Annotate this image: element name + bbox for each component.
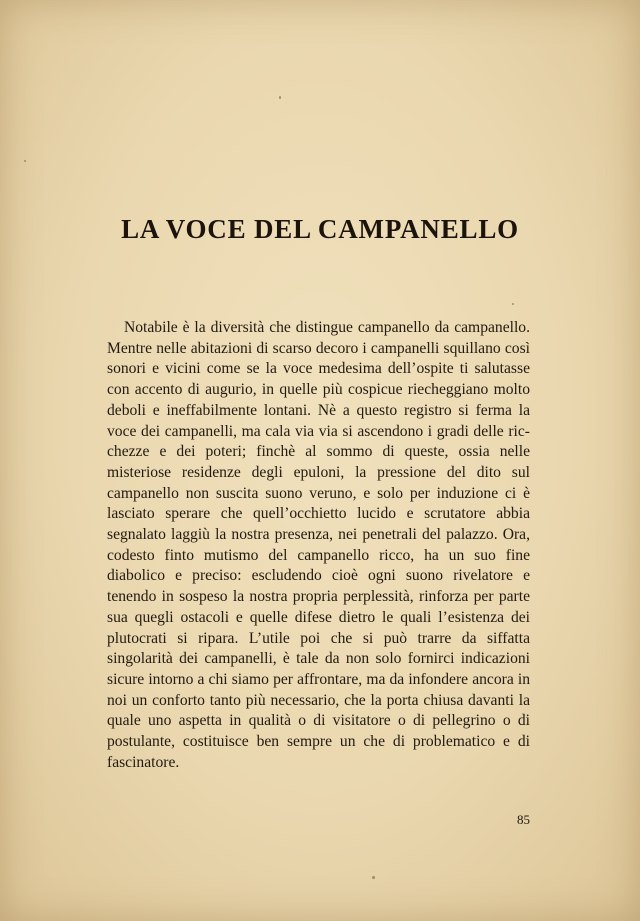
page-number: 85	[517, 812, 530, 827]
body-paragraph: Notabile è la diversità che distingue campanello da campanello. Mentre nelle abitazioni di scarso decoro i campanelli squillano così sonori e vicini come se la voce medesima dell’ospite ti salutasse con accento di augurio, in quelle più cospicue riecheggiano molto deboli e ineffabilmente lontani. Nè a questo registro si ferma la voce dei campanelli, ma cala via via si ascendono i gradi delle ricchezze e dei poteri; finchè al sommo di queste, ossia nelle misteriose residenze degli epuloni, la pressione del dito sul campanello non suscita suono veruno, e solo per induzione ci è lasciato sperare che quell’occhietto lucido e scrutatore abbia segnalato laggiù la nostra presenza, nei penetrali del palazzo. Ora, codesto finto mutismo del campanello ricco, ha un suo fine diabolico e preciso: escludendo cioè ogni suono rivelatore e tenendo in sospeso la nostra propria perplessità, rinforza per parte sua quegli ostacoli e quelle difese dietro le quali l’esistenza dei plutocrati si ripara. L’utile poi che si può trarre da siffatta singolarità dei campanelli, è tale da non solo fornirci indicazioni sicure intorno a chi siamo per affrontare, ma da infondere ancora in noi un conforto tanto più necessario, che la porta chiusa davanti la quale uno aspetta in qualità o di visitatore o di pellegrino o di postulante, costituisce ben sempre un che di problematico e di fascinatore.	[107, 319, 530, 771]
paper-speck	[512, 303, 514, 305]
paper-speck	[279, 96, 281, 99]
chapter-title: LA VOCE DEL CAMPANELLO	[121, 214, 519, 244]
paper-speck	[24, 160, 26, 162]
paper-speck	[372, 876, 375, 879]
